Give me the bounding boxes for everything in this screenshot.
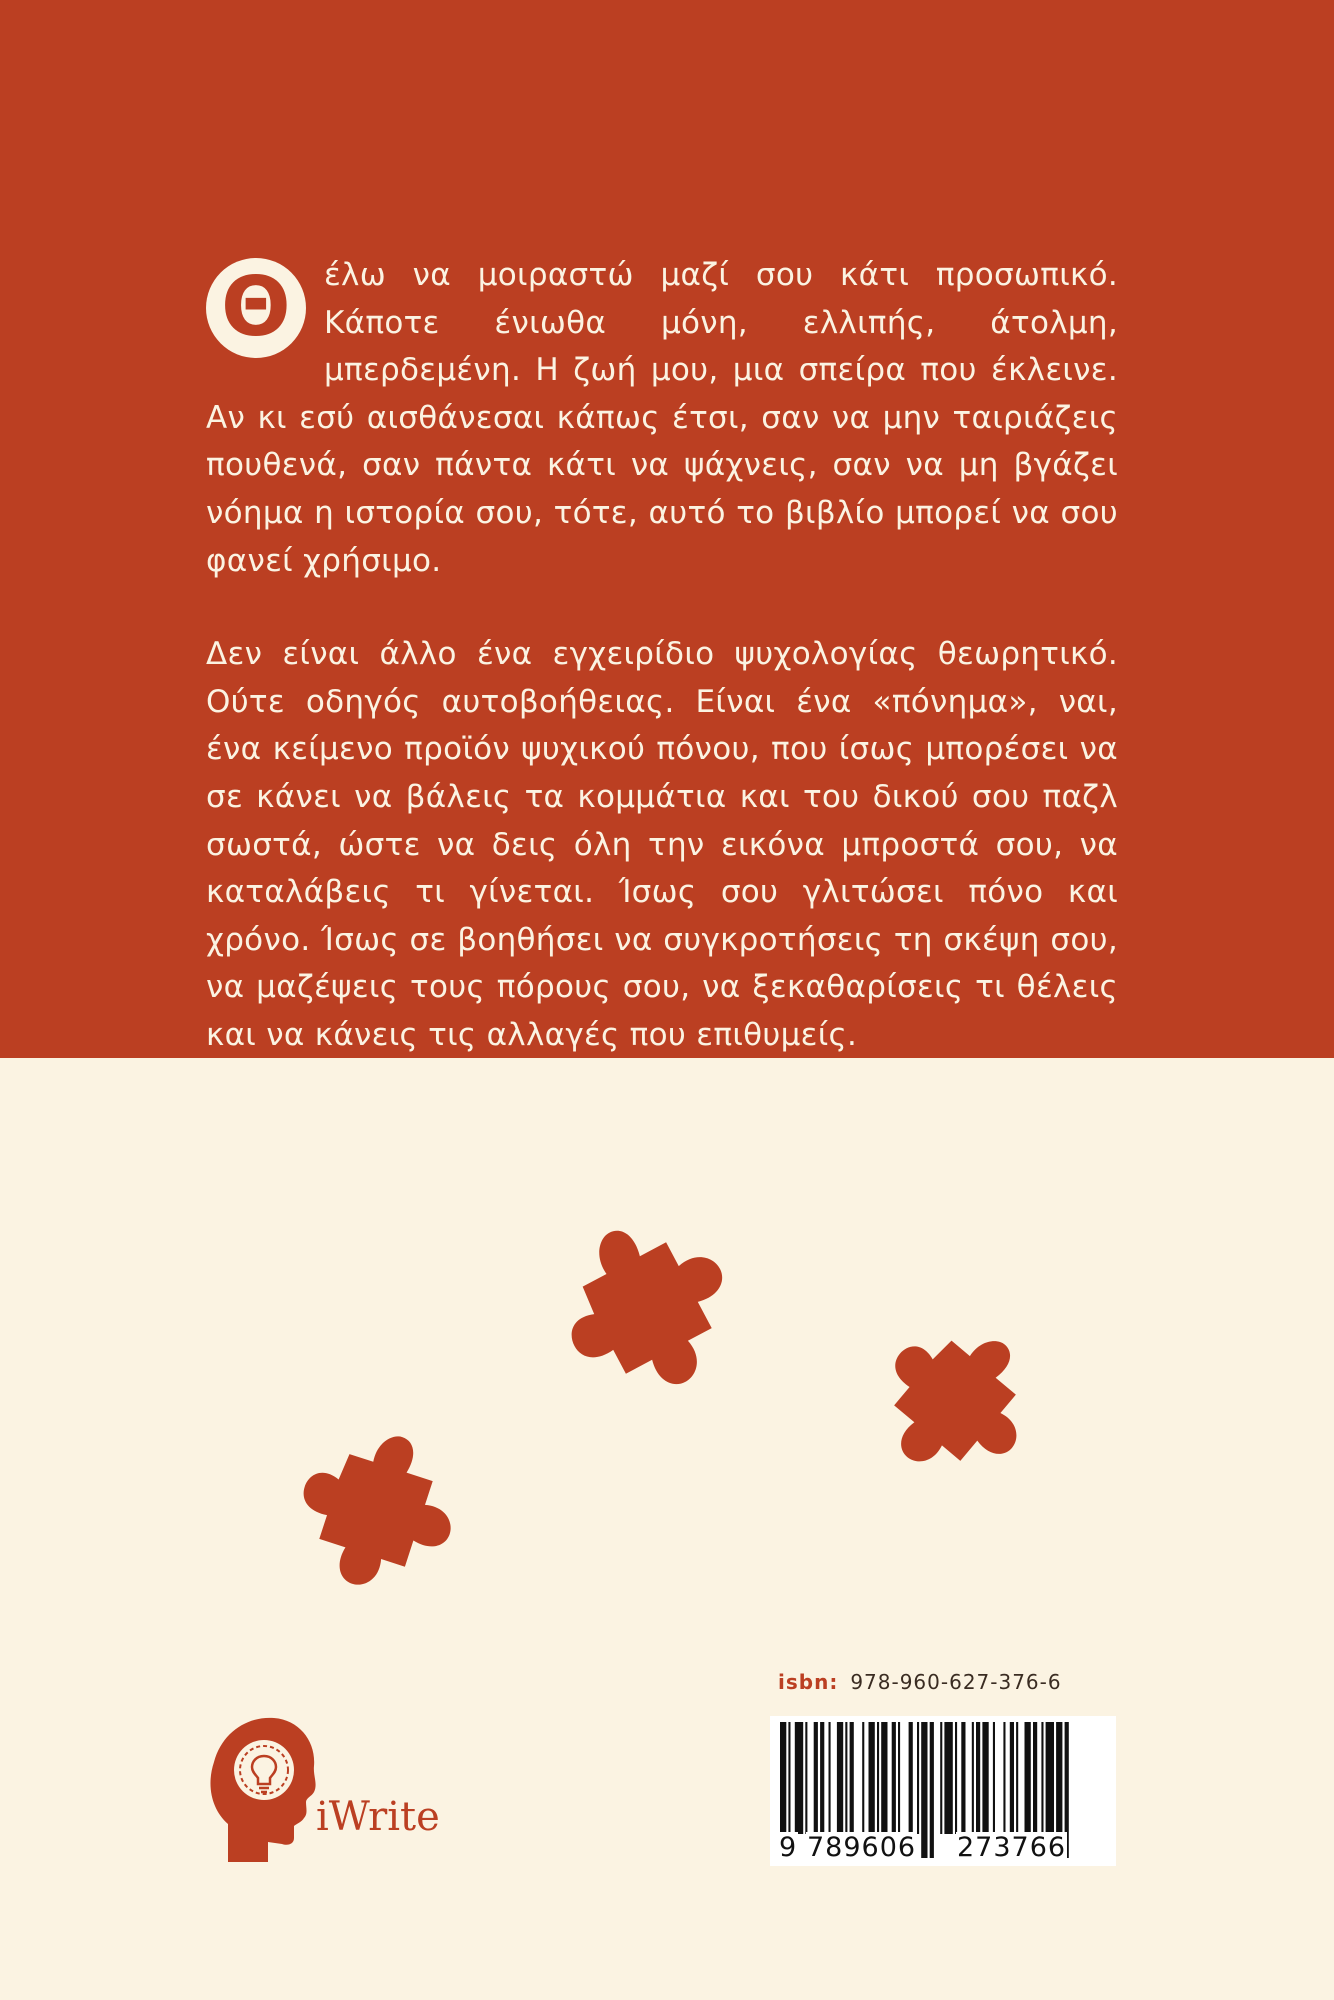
barcode-bar — [917, 1722, 919, 1834]
barcode-bar — [820, 1722, 824, 1834]
svg-text:Θ: Θ — [220, 260, 292, 355]
puzzle-piece-icon — [535, 1195, 759, 1420]
barcode-bar — [862, 1722, 864, 1834]
barcode-bar — [850, 1722, 854, 1834]
barcode-bar — [1025, 1722, 1031, 1834]
barcode-bar — [944, 1722, 952, 1834]
barcode-bar — [1010, 1722, 1014, 1834]
barcode-bar — [881, 1722, 887, 1834]
barcode-bar — [972, 1722, 974, 1834]
barcode-bar — [940, 1722, 942, 1834]
barcode-bar — [1041, 1722, 1043, 1834]
puzzle-pieces-illustration — [0, 1058, 1334, 2000]
isbn-line — [778, 1670, 1062, 1694]
isbn-label: isbn: — [778, 1670, 839, 1694]
barcode-bar — [1033, 1722, 1037, 1834]
barcode-bar — [961, 1722, 965, 1834]
barcode-bar — [921, 1722, 927, 1858]
barcode-bar — [814, 1722, 818, 1834]
barcode-right-digits: 273766 — [957, 1832, 1067, 1863]
puzzle-piece-icon — [852, 1297, 1060, 1505]
barcode-bar — [909, 1722, 913, 1834]
barcode-bar — [955, 1722, 957, 1834]
blurb-paragraph-2: Δεν είναι άλλο ένα εγχειρίδιο ψυχολογίας θεωρητικό. Ούτε οδηγός αυτοβοήθειας. Είναι ένα «πόνημα», ναι, ένα κείμενο προϊόν ψυχικού πόνου, που ίσως μπορέσει να σε κάνει να βάλεις τα κομμάτια και του δικού σου παζλ σωστά, ώστε να δεις όλη την εικόνα μπροστά σου, να καταλάβεις τι γίνεται. Ίσως σου γλιτώσει πόνο και χρόνο. Ίσως σε βοηθήσει να συγκροτήσεις τη σκέψη σου, να μαζέψεις τους πόρους σου, να ξεκαθαρίσεις τι θέλεις και να κάνεις τις αλλαγές που επιθυμείς. — [206, 636, 1118, 1053]
publisher-name: iWrite — [316, 1794, 440, 1840]
barcode-bar — [877, 1722, 879, 1834]
barcode-bar — [805, 1722, 807, 1834]
head-lightbulb-logo-icon — [208, 1712, 318, 1862]
barcode-bar — [829, 1722, 831, 1834]
blurb-paragraph-1: έλω να μοιραστώ μαζί σου κάτι προσωπικό. Κάποτε ένιωθα μόνη, ελλιπής, άτολμη, μπερδεμένη. Η ζωή μου, μια σπείρα που έκλεινε. Αν κι εσύ αισθάνεσαι κάπως έτσι, σαν να μην ταιριάζεις πουθενά, σαν πάντα κάτι να ψάχνεις, σαν να μη βγάζει νόημα η ιστορία σου, τότε, αυτό το βιβλίο μπορεί να σου φανεί χρήσιμο. — [206, 257, 1118, 579]
barcode-bar — [1046, 1722, 1054, 1834]
back-cover-blurb — [206, 252, 1118, 1060]
barcode-bar — [982, 1722, 988, 1834]
barcode-bar — [837, 1722, 843, 1834]
isbn-number: 978-960-627-376-6 — [850, 1670, 1062, 1694]
barcode-bar — [1056, 1722, 1062, 1834]
barcode-bar — [993, 1722, 995, 1834]
barcode-first-digit: 9 — [779, 1832, 798, 1863]
barcode-bar — [892, 1722, 896, 1834]
barcode-bar — [795, 1722, 803, 1834]
barcode-bar — [1003, 1722, 1005, 1834]
puzzle-piece-icon — [281, 1413, 474, 1608]
barcode-bar — [976, 1722, 980, 1834]
barcode-bar — [869, 1722, 875, 1834]
barcode-bar — [845, 1722, 847, 1834]
barcode-bar — [930, 1722, 934, 1858]
barcode-left-digits: 789606 — [807, 1832, 917, 1863]
drop-cap-theta — [206, 258, 306, 358]
barcode-bar — [1016, 1722, 1018, 1834]
barcode-bar — [898, 1722, 900, 1834]
